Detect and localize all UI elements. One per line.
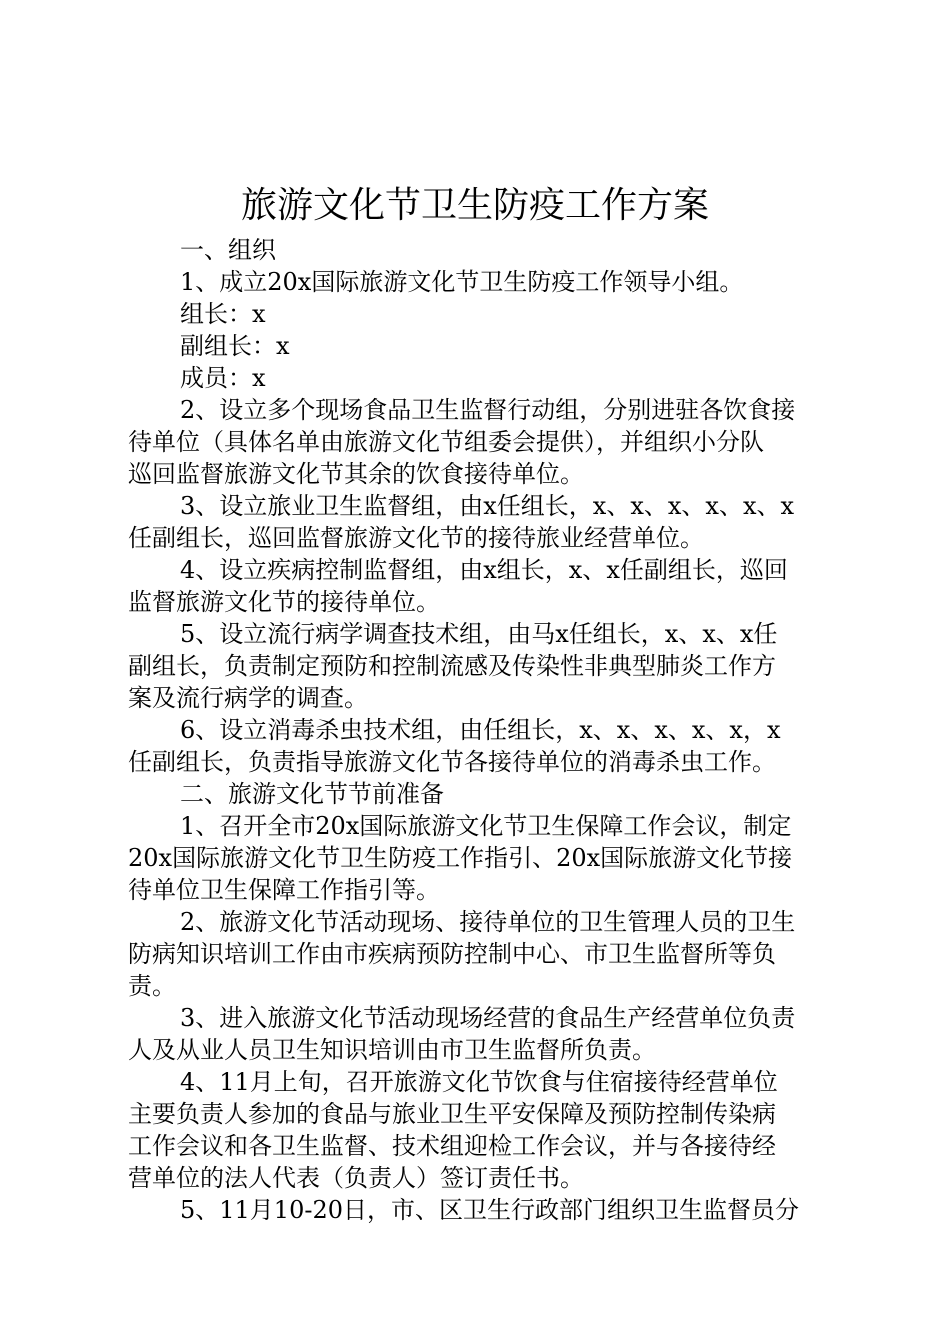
body-text-line: 4、设立疾病控制监督组，由x组长，x、x任副组长，巡回 [180,556,788,584]
body-text-line: 人及从业人员卫生知识培训由市卫生监督所负责。 [128,1036,656,1064]
body-text-line: 主要负责人参加的食品与旅业卫生平安保障及预防控制传染病 [128,1100,776,1128]
body-text-line: 一、组织 [180,236,276,264]
body-text-line: 防病知识培训工作由市疾病预防控制中心、市卫生监督所等负 [128,940,776,968]
body-text-line: 营单位的法人代表（负责人）签订责任书。 [128,1164,584,1192]
body-text-line: 任副组长，巡回监督旅游文化节的接待旅业经营单位。 [128,524,704,552]
body-text-line: 副组长，负责制定预防和控制流感及传染性非典型肺炎工作方 [128,652,776,680]
body-text-line: 3、设立旅业卫生监督组，由x任组长，x、x、x、x、x、x [180,492,795,520]
document-body [128,234,828,1226]
body-text-line: 任副组长，负责指导旅游文化节各接待单位的消毒杀虫工作。 [128,748,776,776]
body-text-line: 二、旅游文化节节前准备 [180,780,444,808]
body-text-line: 3、进入旅游文化节活动现场经营的食品生产经营单位负责 [180,1004,796,1032]
body-text-line: 责。 [128,972,176,1000]
body-text-line: 5、11月10-20日，市、区卫生行政部门组织卫生监督员分 [180,1196,799,1224]
body-text-line: 2、设立多个现场食品卫生监督行动组，分别进驻各饮食接 [180,396,796,424]
body-text-line: 待单位卫生保障工作指引等。 [128,876,440,904]
body-text-line: 4、11月上旬，召开旅游文化节饮食与住宿接待经营单位 [180,1068,778,1096]
body-text-line: 案及流行病学的调查。 [128,684,368,712]
body-text-line: 20x国际旅游文化节卫生防疫工作指引、20x国际旅游文化节接 [128,844,793,872]
body-text-line: 组长：x [180,300,266,328]
body-text-line: 2、旅游文化节活动现场、接待单位的卫生管理人员的卫生 [180,908,796,936]
body-text-line: 6、设立消毒杀虫技术组，由任组长，x、x、x、x、x，x [180,716,781,744]
body-text-line: 待单位（具体名单由旅游文化节组委会提供），并组织小分队 [128,428,764,456]
document-title: 旅游文化节卫生防疫工作方案 [240,185,709,226]
body-text-line: 巡回监督旅游文化节其余的饮食接待单位。 [128,460,584,488]
body-text-line: 副组长：x [180,332,290,360]
body-text-line: 1、成立20x国际旅游文化节卫生防疫工作领导小组。 [180,268,744,296]
body-text-line: 成员：x [180,364,266,392]
body-text-line: 5、设立流行病学调查技术组，由马x任组长，x、x、x任 [180,620,778,648]
body-text-line: 工作会议和各卫生监督、技术组迎检工作会议，并与各接待经 [128,1132,776,1160]
body-text-line: 1、召开全市20x国际旅游文化节卫生保障工作会议，制定 [180,812,792,840]
body-text-line: 监督旅游文化节的接待单位。 [128,588,440,616]
